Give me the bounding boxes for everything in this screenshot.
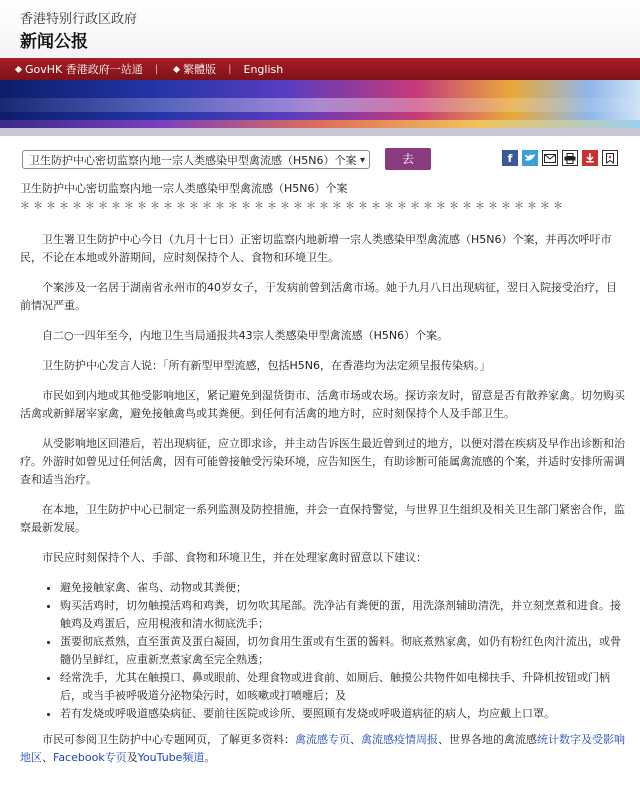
top-navigation [0, 58, 640, 80]
statistics-affected-areas-link[interactable]: 统计数字及受影响地区 [20, 733, 625, 764]
email-icon[interactable] [542, 150, 558, 166]
nav-traditional-chinese-link[interactable] [158, 61, 228, 77]
final-text: 。 [204, 751, 216, 764]
list-item: • 蛋要彻底煮熟，直至蛋黄及蛋白凝固，切勿食用生蛋或有生蛋的酱料。彻底煮熟家禽，如仍有粉红色肉汁流出，或骨髓仍呈鲜红，应重新烹煮家禽至完全熟透； [60, 633, 625, 669]
page-header [0, 0, 640, 58]
print-icon[interactable] [562, 150, 578, 166]
article-paragraph: 市民应时刻保持个人、手部、食物和环境卫生，并在处理家禽时留意以下建议： [42, 551, 427, 564]
banner-light-band [0, 98, 640, 112]
article-title: 卫生防护中心密切监察内地一宗人类感染甲型禽流感（H5N6）个案 [20, 182, 348, 195]
twitter-icon[interactable] [522, 150, 538, 166]
avian-flu-page-link[interactable]: 禽流感专页 [295, 733, 350, 746]
article-paragraph: 从受影响地区回港后，若出现病征，应立即求诊，并主动告诉医生最近曾到过的地方，以便对潜在疾病及早作出诊断和治疗。外游时如曾见过任何活禽，因有可能曾接触受污染环境，应告知医生，有助诊断可能属禽流感的个案，并适时安排所需调查和适当治疗。 [20, 437, 625, 486]
article-paragraph: 个案涉及一名居于湖南省永州市的40岁女子，于发病前曾到活禽市场。她于九月八日出现病征，翌日入院接受治疗，目前情况严重。 [20, 281, 617, 312]
final-text: 及 [126, 751, 138, 764]
article-paragraph: 市民如到内地或其他受影响地区，紧记避免到湿货街市、活禽市场或农场。探访亲友时，留意是否有散养家禽。切勿购买活禽或新鲜屠宰家禽，避免接触禽鸟或其粪便。到任何有活禽的地方时，应时刻保持个人及手部卫生。 [20, 389, 625, 420]
nav-separator: | [154, 63, 159, 75]
title-underline-stars: ＊＊＊＊＊＊＊＊＊＊＊＊＊＊＊＊＊＊＊＊＊＊＊＊＊＊＊＊＊＊＊＊＊＊＊＊＊＊＊＊＊＊ [20, 201, 566, 212]
list-item: • 若有发烧或呼吸道感染病征、要前往医院或诊所、要照顾有发烧或呼吸道病征的病人，均应戴上口罩。 [60, 705, 625, 723]
article-select-value: 卫生防护中心密切监察内地一宗人类感染甲型禽流感（H5N6）个案 [29, 154, 357, 167]
avian-flu-weekly-report-link[interactable]: 禽流感疫情周报 [361, 733, 438, 746]
facebook-page-link[interactable]: Facebook专页 [53, 751, 127, 764]
advice-list [20, 579, 625, 723]
bookmark-icon[interactable] [602, 150, 618, 166]
final-text: 市民可参阅卫生防护中心专题网页，了解更多资料： [42, 733, 295, 746]
article-paragraph: 自二○一四年至今，内地卫生当局通报共43宗人类感染甲型禽流感（H5N6）个案。 [42, 329, 449, 342]
final-text: 、世界各地的禽流感 [438, 733, 537, 746]
final-text: 、 [42, 751, 53, 764]
share-icons [502, 150, 618, 166]
article-paragraph: 卫生署卫生防护中心今日（九月十七日）正密切监察内地新增一宗人类感染甲型禽流感（H5N6）个案，并再次呼吁市民，不论在本地或外游期间，应时刻保持个人、食物和环境卫生。 [20, 233, 612, 264]
youtube-channel-link[interactable]: YouTube频道 [137, 751, 205, 764]
banner-divider [0, 128, 640, 136]
nav-english-link[interactable] [232, 63, 296, 76]
article-paragraph: 在本地，卫生防护中心已制定一系列监测及防控措施，并会一直保持警觉，与世界卫生组织及相关卫生部门紧密合作，监察最新发展。 [20, 503, 625, 534]
banner-stripe [0, 120, 640, 128]
nav-separator: | [228, 63, 232, 75]
article-toolbar [0, 148, 640, 176]
nav-bullet-icon [173, 66, 180, 73]
list-item: • 经常洗手，尤其在触摸口、鼻或眼前、处理食物或进食前、如厕后、触摸公共物件如电梯扶手、升降机按钮或门柄后，或当手被呼吸道分泌物染污时，如咳嗽或打喷嚏后；及 [60, 669, 625, 705]
go-button[interactable]: 去 [385, 148, 431, 170]
nav-english-label: English [243, 62, 284, 76]
nav-traditional-label: 繁體版 [183, 63, 217, 76]
download-icon[interactable] [582, 150, 598, 166]
final-text: 、 [350, 733, 361, 746]
nav-govhk-link[interactable] [0, 61, 155, 77]
article-content [20, 180, 625, 779]
site-title[interactable]: 新闻公报 [20, 32, 88, 52]
list-item: • 避免接触家禽、雀鸟、动物或其粪便； [60, 579, 625, 597]
article-paragraph: 卫生防护中心发言人说：「所有新型甲型流感，包括H5N6，在香港均为法定须呈报传染病。」 [42, 359, 491, 372]
facebook-icon[interactable]: f [502, 150, 518, 166]
list-item: • 购买活鸡时，切勿触摸活鸡和鸡粪，切勿吹其尾部。洗净沾有粪便的蛋，用洗涤剂辅助清洗，并立刻烹煮和进食。接触鸡及鸡蛋后，应用梘液和清水彻底洗手； [60, 597, 625, 633]
government-name: 香港特别行政区政府 [20, 12, 138, 27]
header-banner [0, 80, 640, 128]
article-final-paragraph [20, 731, 625, 767]
chevron-down-icon: ▾ [359, 155, 365, 166]
article-select[interactable] [22, 150, 370, 169]
nav-bullet-icon [15, 66, 22, 73]
nav-govhk-label: GovHK 香港政府一站通 [25, 63, 143, 76]
